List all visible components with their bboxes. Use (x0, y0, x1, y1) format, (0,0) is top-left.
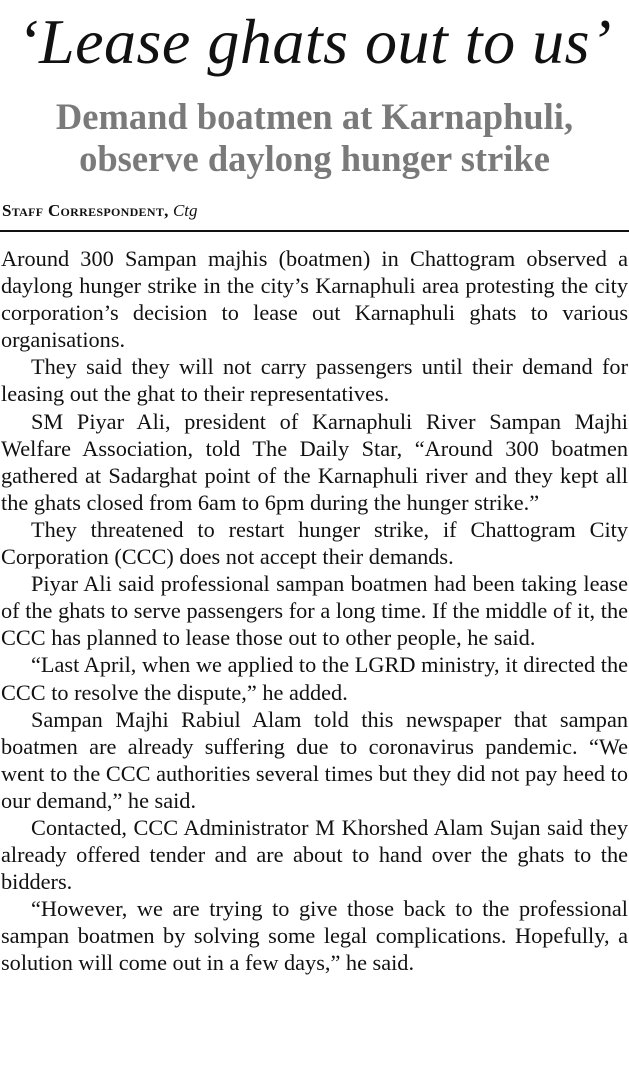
byline-author: Staff Correspondent, (2, 201, 169, 220)
subheadline-line-2: observe daylong hunger strike (79, 138, 550, 179)
subheadline-line-1: Demand boatmen at Karnaphuli, (55, 96, 574, 137)
paragraph-6: “Last April, when we applied to the LGRD ministry, it directed the CCC to resolve the dispute,” he added. (1, 652, 628, 705)
byline (2, 200, 198, 222)
paragraph-4: They threatened to restart hunger strike, if Chattogram City Corporation (CCC) does not accept their demands. (1, 516, 628, 570)
article-body (1, 245, 628, 977)
paragraph-8: Contacted, CCC Administrator M Khorshed Alam Sujan said they already offered tender and are about to hand over the ghats to the bidders. (1, 814, 628, 895)
subheadline (0, 96, 629, 180)
paragraph-2: They said they will not carry passengers until their demand for leasing out the ghat to their representatives. (1, 354, 628, 407)
paragraph-5: Piyar Ali said professional sampan boatmen had been taking lease of the ghats to serve passengers for a long time. If the middle of it, the CCC has planned to lease those out to other people, he said. (1, 571, 628, 651)
paragraph-9: “However, we are trying to give those back to the professional sampan boatmen by solving some legal complications. Hopefully, a solution will come out in a few days,” he said. (1, 896, 628, 976)
byline-divider (0, 230, 629, 232)
paragraph-3: SM Piyar Ali, president of Karnaphuli River Sampan Majhi Welfare Association, told The Daily Star, “Around 300 boatmen gathered at Sadarghat point of the Karnaphuli river and they kept all the ghats closed from 6am to 6pm during the hunger strike.” (1, 408, 628, 515)
byline-location: Ctg (172, 201, 198, 220)
paragraph-1: Around 300 Sampan majhis (boatmen) in Chattogram observed a daylong hunger strike in the city’s Karnaphuli area protesting the city corporation’s decision to lease out Karnaphuli ghats to various organisations. (1, 246, 628, 353)
headline: ‘Lease ghats out to us’ (17, 6, 612, 77)
paragraph-7: Sampan Majhi Rabiul Alam told this newspaper that sampan boatmen are already suffering due to coronavirus pandemic. “We went to the CCC authorities several times but they did not pay heed to our demand,” he said. (1, 706, 628, 813)
